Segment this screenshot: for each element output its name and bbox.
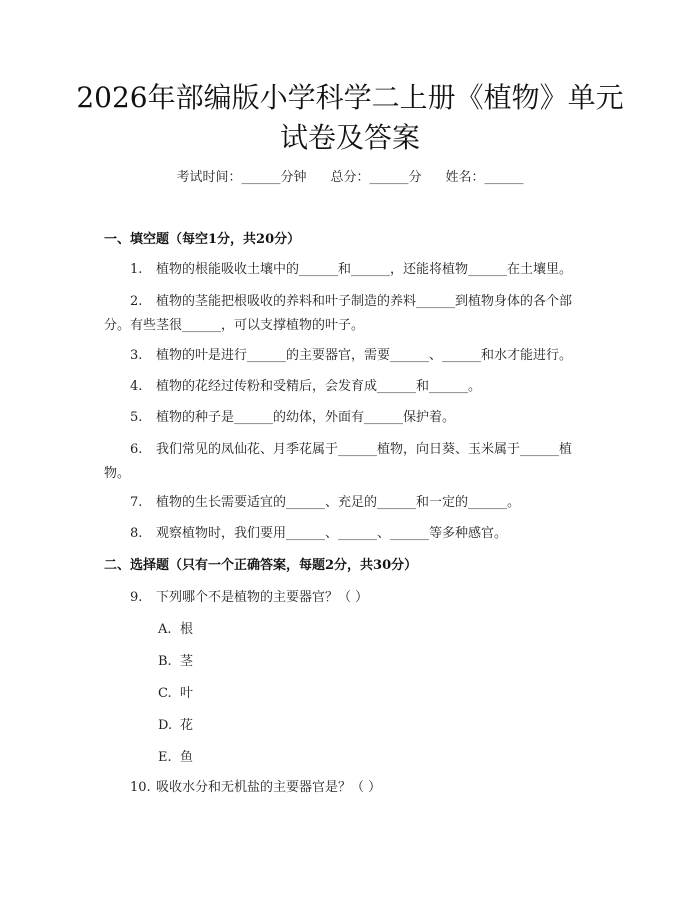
- question-text: 吸收水分和无机盐的主要器官是？（ ）: [156, 780, 382, 795]
- question-text: 植物的叶是进行______的主要器官，需要______、______和水才能进行。: [156, 348, 573, 363]
- question-1: [104, 258, 602, 282]
- question-text: 我们常见的凤仙花、月季花属于______植物，向日葵、玉米属于______植: [156, 442, 573, 457]
- question-number: 3.: [130, 348, 143, 363]
- option-b: [158, 652, 193, 672]
- question-number: 5.: [130, 410, 143, 425]
- section-multiple-choice-heading: 二、选择题（只有一个正确答案，每题2分，共30分）: [104, 558, 418, 573]
- question-number: 10.: [130, 780, 151, 795]
- question-text-continued: 物。: [104, 466, 131, 481]
- question-number: 6.: [130, 442, 143, 457]
- exam-title-line-1: 2026年部编版小学科学二上册《植物》单元: [76, 81, 624, 114]
- question-2: [104, 290, 602, 338]
- option-letter: D.: [158, 718, 173, 733]
- question-7: [104, 491, 602, 515]
- option-c: [158, 684, 193, 704]
- question-text: 植物的花经过传粉和受精后，会发育成______和______。: [156, 379, 482, 394]
- section-fill-blank-heading: 一、填空题（每空1分，共20分）: [104, 232, 301, 247]
- option-letter: E.: [158, 750, 172, 765]
- option-text: 茎: [180, 654, 194, 669]
- option-letter: C.: [158, 686, 172, 701]
- question-4: [104, 375, 602, 399]
- option-text: 花: [180, 718, 194, 733]
- question-text-continued: 分。有些茎很______，可以支撑植物的叶子。: [104, 318, 365, 333]
- question-text: 植物的茎能把根吸收的养料和叶子制造的养料______到植物身体的各个部: [156, 294, 573, 309]
- question-text: 植物的根能吸收土壤中的______和______，还能将植物______在土壤里。: [156, 262, 573, 277]
- question-number: 8.: [130, 526, 143, 541]
- option-d: [158, 716, 193, 736]
- question-number: 2.: [130, 294, 143, 309]
- question-6: [104, 438, 602, 486]
- option-text: 根: [180, 622, 194, 637]
- question-9: [104, 586, 602, 610]
- option-text: 鱼: [180, 750, 194, 765]
- exam-score-field: 总分：______分: [330, 170, 422, 185]
- option-e: [158, 748, 193, 768]
- option-letter: B.: [158, 654, 172, 669]
- question-3: [104, 344, 602, 368]
- exam-meta: [0, 168, 700, 188]
- question-5: [104, 406, 602, 430]
- exam-time-field: 考试时间：______分钟: [176, 170, 307, 185]
- question-number: 9.: [130, 590, 143, 605]
- exam-name-field: 姓名：______: [445, 170, 524, 185]
- question-text: 植物的种子是______的幼体，外面有______保护着。: [156, 410, 456, 425]
- question-text: 植物的生长需要适宜的______、充足的______和一定的______。: [156, 495, 521, 510]
- question-number: 7.: [130, 495, 143, 510]
- question-text: 下列哪个不是植物的主要器官？（ ）: [156, 590, 369, 605]
- option-a: [158, 620, 193, 640]
- question-number: 4.: [130, 379, 143, 394]
- exam-title-line-2: 试卷及答案: [279, 121, 420, 154]
- question-10: [104, 776, 602, 800]
- option-letter: A.: [158, 622, 172, 637]
- question-text: 观察植物时，我们要用______、______、______等多种感官。: [156, 526, 508, 541]
- question-8: [104, 522, 602, 546]
- question-number: 1.: [130, 262, 143, 277]
- option-text: 叶: [180, 686, 194, 701]
